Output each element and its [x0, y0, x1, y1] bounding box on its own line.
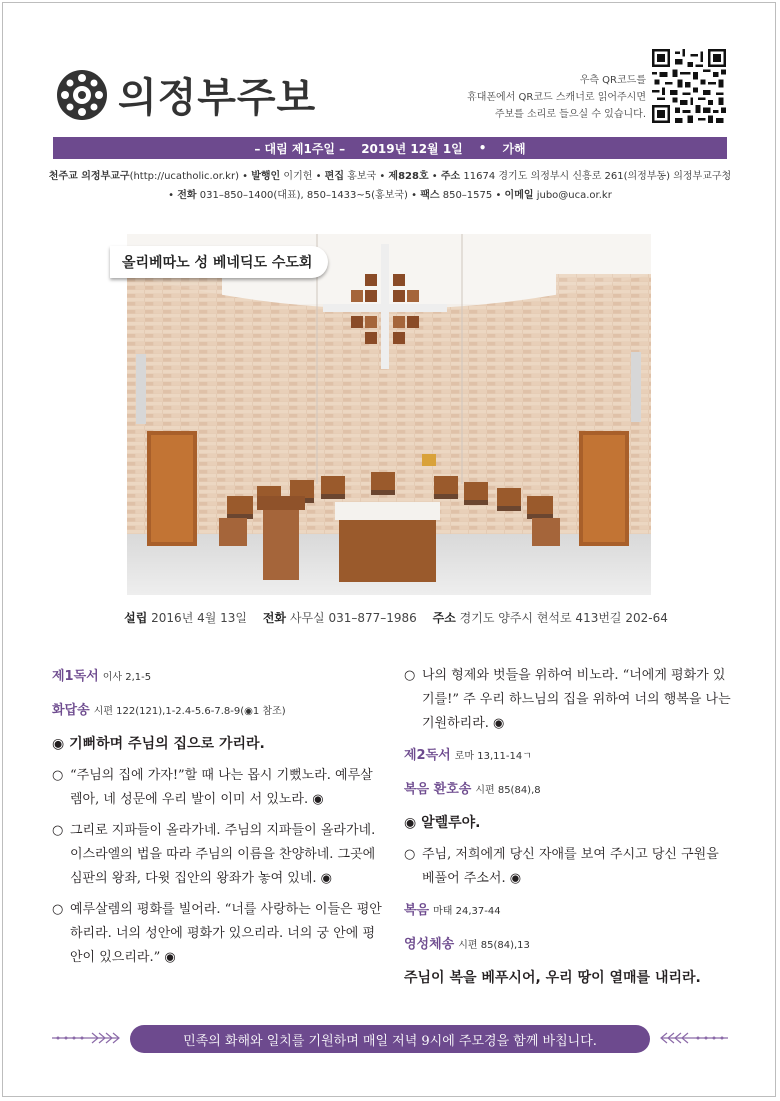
right-column	[404, 664, 734, 990]
qr-code-icon[interactable]	[652, 49, 726, 123]
circle-bullet-icon: ○	[52, 768, 64, 783]
phone-label: 전화	[177, 190, 197, 201]
psalm-ref: 시편 122(121),1-2.4-5.6-7.8-9(◉1 참조)	[93, 706, 286, 717]
psalm-verse	[52, 819, 382, 891]
psalm-title: 화답송	[52, 703, 90, 718]
psalm-response: ◉ 기뻐하며 주님의 집으로 가리라.	[52, 736, 265, 752]
circle-bullet-icon: ○	[404, 668, 416, 683]
liturgical-cycle: 가해	[502, 141, 526, 156]
contact-info: • 전화 031–850–1400(대표), 850–1433~5(홍보국) • 팩스 850–1575 • 이메일 jubo@uca.or.kr	[168, 190, 612, 201]
publisher-name: 이기헌	[283, 171, 313, 182]
psalm-verse-text: 예루살렘의 평화를 빌어라. “너를 사랑하는 이들은 평안하리라. 너의 성안에 평화가 있으리라. 너의 궁 안에 평안이 있으리라.” ◉	[70, 902, 382, 965]
gospel	[404, 898, 734, 924]
psalm-verse-text: 나의 형제와 벗들을 위하여 비노라. “너에게 평화가 있기를!” 주 우리 하느님의 집을 위하여 너의 행복을 나는 기원하리라. ◉	[422, 668, 731, 731]
gospel-title: 복음	[404, 903, 430, 918]
gospel-acclamation-ref: 시편 85(84),8	[475, 785, 541, 796]
qr-instructions	[467, 72, 646, 123]
communion-title: 영성체송	[404, 937, 455, 952]
left-ornament-icon	[52, 1030, 122, 1046]
acclamation-verse-text: 주님, 저희에게 당신 자애를 보여 주시고 당신 구원을 베풀어 주소서. ◉	[422, 847, 719, 886]
publisher-label: 발행인	[251, 171, 281, 182]
psalm-verse	[52, 764, 382, 812]
church-label: 천주교 의정부교구	[48, 171, 130, 182]
photo-phone-label: 전화	[262, 611, 287, 625]
circle-bullet-icon: ○	[52, 823, 64, 838]
issue-date: 2019년 12월 1일	[361, 141, 463, 156]
left-column	[52, 664, 382, 977]
qr-note-line: 우측 QR코드를	[579, 75, 646, 86]
gospel-ref: 마태 24,37-44	[433, 906, 501, 917]
liturgical-week: – 대림 제1주일 –	[254, 141, 346, 156]
acclamation-verse	[404, 843, 734, 891]
alleluia: ◉ 알렐루야.	[404, 815, 481, 831]
email-label: 이메일	[504, 190, 534, 201]
footer-banner: 민족의 화해와 일치를 기원하며 매일 저녁 9시에 주모경을 함께 바칩니다.	[130, 1025, 650, 1053]
address-label: 주소	[440, 171, 461, 182]
fax-value: 850–1575	[442, 190, 493, 201]
first-reading	[52, 664, 382, 690]
psalm	[52, 698, 382, 724]
gospel-acclamation-title: 복음 환호송	[404, 782, 472, 797]
psalm-verse	[52, 898, 382, 970]
editor-name: 홍보국	[347, 171, 377, 182]
masthead-title: 의정부주보	[118, 74, 317, 121]
church-url[interactable]: (http://ucatholic.or.kr)	[129, 171, 239, 182]
chapel-photo	[127, 234, 651, 595]
circle-bullet-icon: ○	[404, 847, 416, 862]
gospel-acclamation	[404, 777, 734, 803]
photo-caption: 올리베따노 성 베네딕도 수도회	[110, 246, 328, 278]
psalm-verse	[404, 664, 734, 736]
founded-value: 2016년 4월 13일	[151, 611, 248, 625]
founded-label: 설립	[124, 611, 148, 625]
photo-info-line	[0, 609, 780, 626]
band-separator: •	[478, 141, 487, 155]
editor-label: 편집	[324, 171, 344, 182]
communion-ref: 시편 85(84),13	[458, 940, 530, 951]
psalm-verse-text: 그리로 지파들이 올라가네. 주님의 지파들이 올라가네. 이스라엘의 법을 따라 주님의 이름을 찬양하네. 그곳에 심판의 왕좌, 다윗 집안의 왕좌가 놓여 있네. ◉	[70, 823, 376, 886]
qr-note-line: 주보를 소리로 들으실 수 있습니다.	[494, 109, 646, 120]
first-reading-ref: 이사 2,1-5	[102, 672, 152, 683]
first-reading-title: 제1독서	[52, 669, 99, 684]
liturgical-date-band	[53, 137, 727, 159]
photo-address-label: 주소	[432, 611, 456, 625]
address-value: 11674 경기도 의정부시 신흥로 261(의정부동) 의정부교구청	[463, 171, 732, 182]
publisher-info: 천주교 의정부교구(http://ucatholic.or.kr) • 발행인 이기헌 • 편집 홍보국 • 제828호 • 주소 11674 경기도 의정부시 신흥로 261(의정부동) 의정부교구청	[48, 171, 732, 182]
qr-note-line: 휴대폰에서 QR코드 스캐너로 읽어주시면	[467, 92, 646, 103]
second-reading	[404, 743, 734, 769]
phone-value: 031–850–1400(대표), 850–1433~5(홍보국)	[199, 190, 408, 201]
email-value[interactable]: jubo@uca.or.kr	[536, 190, 612, 201]
communion-text: 주님이 복을 베푸시어, 우리 땅이 열매를 내리라.	[404, 970, 701, 986]
right-ornament-icon	[658, 1030, 728, 1046]
psalm-verse-text: “주님의 집에 가자!”할 때 나는 몹시 기뻤노라. 예루살렘아, 네 성문에 우리 발이 이미 서 있노라. ◉	[70, 768, 373, 807]
logo-emblem-icon	[56, 69, 108, 121]
photo-address-value: 경기도 양주시 현석로 413번길 202-64	[459, 611, 668, 625]
photo-phone-value: 사무실 031–877–1986	[289, 611, 417, 625]
second-reading-title: 제2독서	[404, 748, 451, 763]
second-reading-ref: 로마 13,11-14ㄱ	[454, 751, 532, 762]
fax-label: 팩스	[420, 190, 440, 201]
issue-number: 제828호	[388, 171, 429, 182]
communion-antiphon	[404, 932, 734, 958]
masthead	[56, 66, 316, 123]
circle-bullet-icon: ○	[52, 902, 64, 917]
